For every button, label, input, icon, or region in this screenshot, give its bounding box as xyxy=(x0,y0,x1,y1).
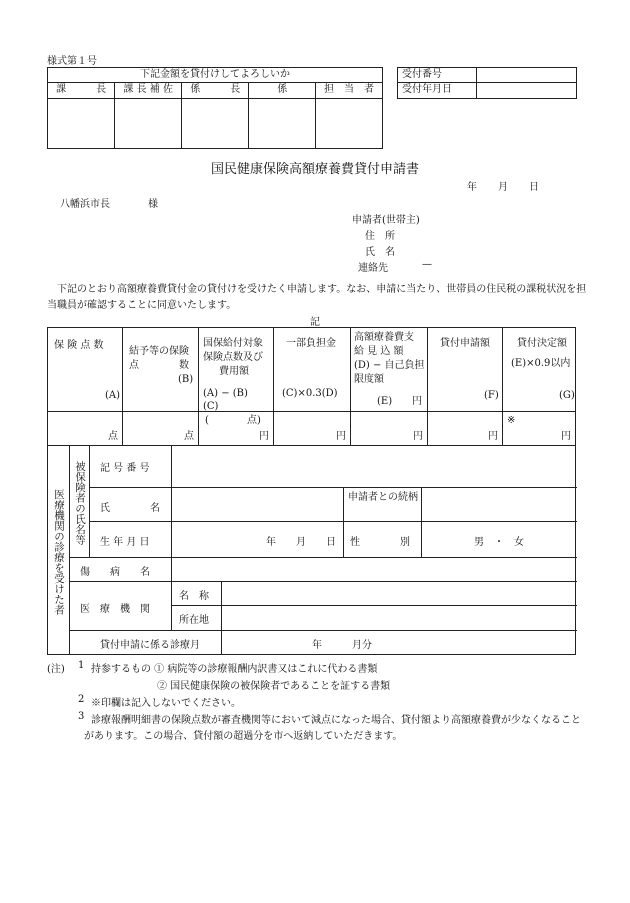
header-e-line2: 給 見 込 額 xyxy=(354,346,404,357)
header-c xyxy=(199,328,274,412)
relation-label: 申請者との続柄 xyxy=(348,492,418,503)
birth-field[interactable] xyxy=(172,522,344,557)
header-b-line2: 点 数 xyxy=(129,360,189,371)
stamp-box[interactable] xyxy=(48,99,115,149)
header-e-line1: 高額療養費支 xyxy=(354,332,414,343)
header-d-label: 一部負担金 xyxy=(286,338,336,349)
unit-yen: 円 xyxy=(413,430,423,442)
header-g-formula: (E)×0.9以内 xyxy=(511,358,571,369)
facility-label: 医 療 機 関 xyxy=(80,604,150,615)
header-a-code: (A) xyxy=(105,390,121,401)
role-kacho: 課 長 xyxy=(48,83,115,99)
addressee-honorific: 様 xyxy=(148,199,158,210)
outer-vertical-label: 医療機関の診療を受けた者 xyxy=(53,489,65,615)
value-d[interactable] xyxy=(274,412,351,446)
row-symbol xyxy=(90,445,577,488)
unit-point: 点 xyxy=(184,430,194,442)
header-a-label: 保 険 点 数 xyxy=(54,340,104,351)
disease-field[interactable] xyxy=(172,558,577,581)
header-d-formula: (C)×0.3(D) xyxy=(282,388,338,399)
receipt-date-field[interactable] xyxy=(477,83,577,99)
birth-value: 年 月 日 xyxy=(266,537,336,548)
note-3-number: 3 xyxy=(78,711,85,722)
month-label: 貸付申請に係る診療月 xyxy=(100,640,200,651)
disease-label-cell xyxy=(70,558,172,581)
birth-label-cell xyxy=(90,522,172,557)
role-kakari: 係 xyxy=(249,83,316,99)
form-number: 様式第１号 xyxy=(47,56,97,67)
stamp-box[interactable] xyxy=(316,99,383,149)
receipt-date-label: 受付年月日 xyxy=(398,83,477,99)
receipt-table xyxy=(397,67,577,99)
fac-name-label-cell xyxy=(172,582,222,606)
fac-name-field[interactable] xyxy=(222,582,577,606)
note-1-number: 1 xyxy=(78,660,85,671)
applicant-address-label: 住 所 xyxy=(365,231,395,242)
header-c-line2: 保険点数及び xyxy=(203,352,263,363)
fac-addr-label: 所在地 xyxy=(179,615,209,626)
unit-yen: 円 xyxy=(259,430,269,442)
note-1-text: 持参するもの ① 病院等の診療報酬内訳書又はこれに代わる書類 xyxy=(91,664,378,675)
sex-label-cell xyxy=(344,522,422,557)
addressee-name: 八幡浜市長 xyxy=(60,199,110,210)
date-day: 日 xyxy=(529,182,539,193)
paren-close: 点) xyxy=(247,415,261,426)
note-1b-text: ② 国民健康保険の被保険者であることを証する書類 xyxy=(157,681,391,692)
header-g xyxy=(503,328,576,412)
header-g-code: (G) xyxy=(559,390,575,401)
unit-yen: 円 xyxy=(336,430,346,442)
symbol-label-cell xyxy=(90,445,172,487)
value-a[interactable] xyxy=(48,412,123,446)
fac-name-label: 名 称 xyxy=(179,591,209,602)
patient-block xyxy=(47,445,576,655)
header-c-line1: 国保給付対象 xyxy=(203,338,263,349)
applicant-header: 申請者(世帯主) xyxy=(352,215,420,226)
header-e xyxy=(351,328,428,412)
row-facility xyxy=(70,582,577,631)
intro-line-1: 下記のとおり高額療養費貸付金の貸付けを受けたく申請します。なお、申請に当たり、世帯員の住民税の課税状況を担 xyxy=(57,284,587,295)
ki-label: 記 xyxy=(310,317,320,328)
fac-addr-label-cell xyxy=(172,606,222,630)
row-name xyxy=(90,488,577,522)
paren-open: ( xyxy=(205,415,209,426)
receipt-number-label: 受付番号 xyxy=(398,68,477,83)
header-e-line4: 限度額 xyxy=(354,374,384,385)
unit-yen: 円 xyxy=(488,430,498,442)
unit-yen: 円 xyxy=(561,430,571,442)
outer-label-cell xyxy=(48,445,70,654)
page-title: 国民健康保険高額療養費貸付申請書 xyxy=(210,162,419,177)
date-month: 月 xyxy=(498,182,508,193)
stamp-box[interactable] xyxy=(115,99,182,149)
header-c-line3: 費用額 xyxy=(219,366,249,377)
header-e-line3: (D) − 自己負担 xyxy=(354,360,425,371)
symbol-field[interactable] xyxy=(172,445,577,487)
applicant-name-label: 氏 名 xyxy=(365,247,395,258)
month-label-cell xyxy=(70,631,222,654)
calculation-table xyxy=(47,327,576,446)
name-field[interactable] xyxy=(172,488,344,521)
office-use-mark: ※ xyxy=(507,415,516,426)
intro-line-2: 当職員が確認することに同意いたします。 xyxy=(47,300,237,311)
contact-dash: — xyxy=(422,259,432,270)
birth-label: 生 年 月 日 xyxy=(100,537,150,548)
sex-label: 性 別 xyxy=(350,537,410,548)
role-kakaricho: 係 長 xyxy=(182,83,249,99)
unit-point: 点 xyxy=(108,430,118,442)
value-b[interactable] xyxy=(123,412,199,446)
value-f[interactable] xyxy=(428,412,503,446)
fac-addr-field[interactable] xyxy=(222,606,577,630)
note-2-number: 2 xyxy=(78,694,85,705)
notes-prefix: (注) xyxy=(47,664,65,675)
name-label: 氏 名 xyxy=(100,503,160,514)
inner-label-cell xyxy=(70,445,90,558)
approval-table xyxy=(47,67,383,149)
relation-field[interactable] xyxy=(422,488,577,521)
header-f-code: (F) xyxy=(484,390,499,401)
row-disease xyxy=(70,558,577,582)
header-f-label: 貸付申請額 xyxy=(440,338,490,349)
symbol-label: 記 号 番 号 xyxy=(100,463,150,474)
inner-vertical-label: 被保険者の氏名等 xyxy=(74,461,86,545)
sex-value: 男 ・ 女 xyxy=(474,537,524,548)
disease-label: 傷 病 名 xyxy=(80,567,150,578)
sex-field[interactable] xyxy=(422,522,577,557)
row-month xyxy=(70,631,577,654)
date-year: 年 xyxy=(467,182,477,193)
header-b-code: (B) xyxy=(178,374,194,385)
applicant-contact-label: 連絡先 xyxy=(358,263,388,274)
receipt-number-field[interactable] xyxy=(477,68,577,83)
header-a xyxy=(48,328,123,412)
note-3-text-2: があります。この場合、貸付額の超過分を市へ返納していただきます。 xyxy=(84,731,403,742)
note-2-text: ※印欄は記入しないでください。 xyxy=(91,698,241,709)
row-birth xyxy=(90,522,577,558)
value-g[interactable] xyxy=(503,412,576,446)
header-b-line1: 結予等の保険 xyxy=(129,346,189,357)
role-tanto: 担 当 者 xyxy=(316,83,383,99)
header-c-formula: (A) − (B) (C) xyxy=(203,388,258,412)
header-g-label: 貸付決定額 xyxy=(517,338,567,349)
facility-label-cell xyxy=(70,582,172,630)
header-f xyxy=(428,328,503,412)
stamp-box[interactable] xyxy=(182,99,249,149)
role-kacho-hosa: 課 長 補 佐 xyxy=(115,83,182,99)
month-field[interactable] xyxy=(222,631,577,654)
approval-caption: 下記金額を貸付けしてよろしいか xyxy=(48,68,383,83)
note-3-text-1: 診療報酬明細書の保険点数が審査機関等において減点になった場合、貸付額より高額療養費が少なくなること xyxy=(91,715,581,726)
header-b xyxy=(123,328,199,412)
value-c[interactable] xyxy=(199,412,274,446)
value-e[interactable] xyxy=(351,412,428,446)
name-label-cell xyxy=(90,488,172,521)
header-d xyxy=(274,328,351,412)
header-e-code: (E) 円 xyxy=(377,396,423,407)
month-value: 年 月分 xyxy=(312,640,372,651)
relation-label-cell xyxy=(344,488,422,521)
stamp-box[interactable] xyxy=(249,99,316,149)
